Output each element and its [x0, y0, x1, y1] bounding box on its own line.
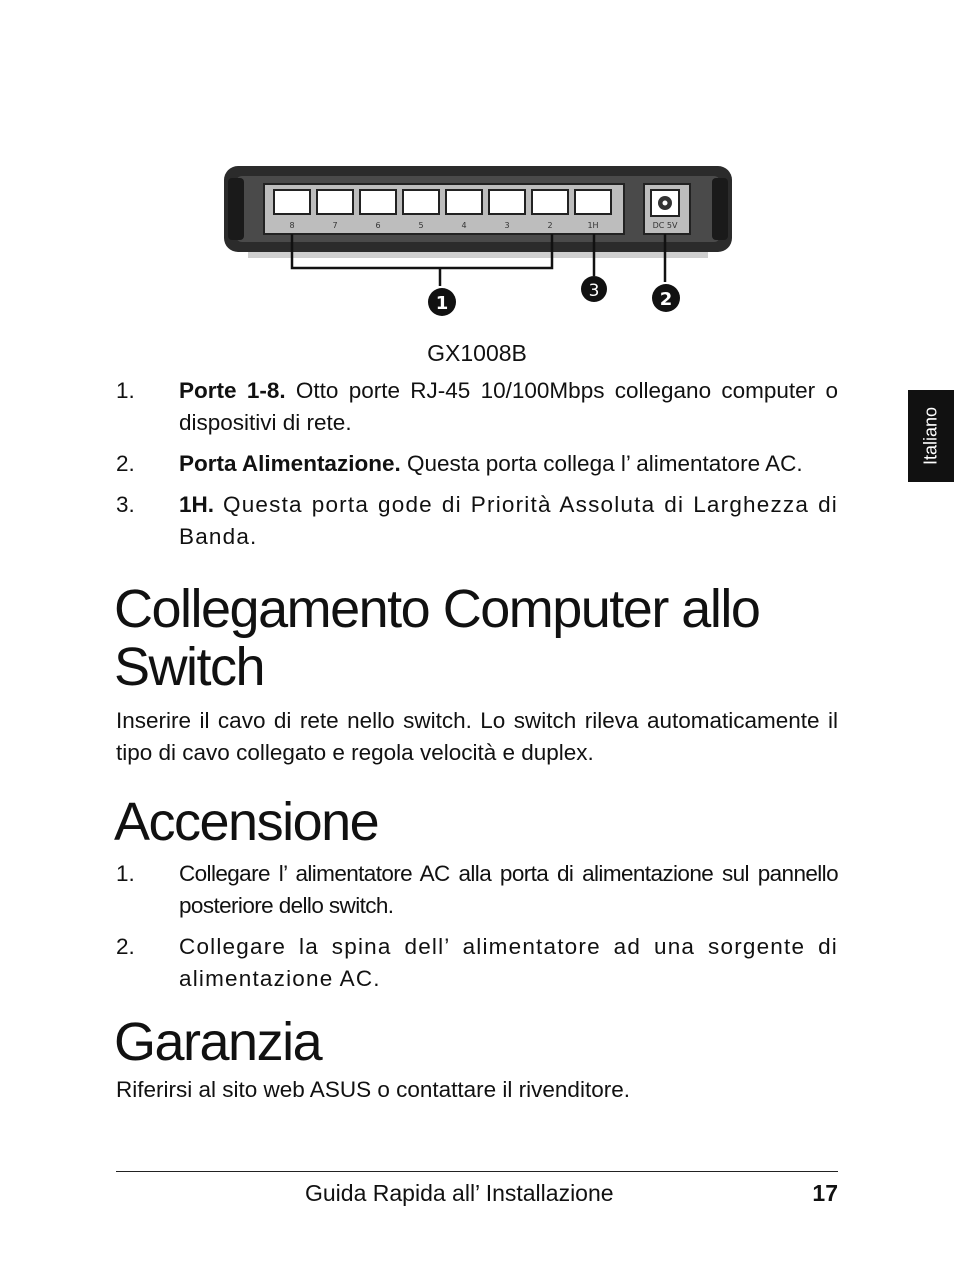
item-text: Collegare la spina dell’ alimentatore ad una sorgente di alimentazione AC. — [179, 934, 838, 991]
item-term: Porte 1-8. — [179, 378, 286, 403]
port-number: 6 — [375, 221, 381, 230]
port-number: 2 — [547, 221, 553, 230]
item-text: Collegare l’ alimentatore AC alla porta di alimentazione sul pannello posteriore dello switch. — [179, 861, 838, 918]
port-number: 5 — [418, 221, 424, 230]
list-number: 1. — [116, 378, 135, 403]
item-term: 1H. — [179, 492, 215, 517]
switch-back-panel-figure — [218, 158, 738, 326]
power-steps-list — [116, 858, 838, 1004]
footer-divider — [116, 1171, 838, 1172]
section-body-garanzia: Riferirsi al sito web ASUS o contattare il rivenditore. — [116, 1077, 630, 1102]
list-item — [116, 931, 838, 995]
callout-badge-3 — [581, 276, 607, 302]
item-text: Questa porta gode di Priorità Assoluta di Larghezza di Banda. — [179, 492, 838, 549]
port-number: 7 — [332, 221, 338, 230]
port-number: 1H — [587, 221, 599, 230]
page-number: 17 — [812, 1180, 838, 1206]
port-number: 3 — [504, 221, 510, 230]
list-number: 1. — [116, 861, 135, 886]
list-item — [116, 858, 838, 922]
callout-badge-1 — [428, 288, 456, 316]
list-number: 2. — [116, 451, 135, 476]
port-number: 8 — [289, 221, 295, 230]
item-term: Porta Alimentazione. — [179, 451, 401, 476]
list-number: 2. — [116, 934, 135, 959]
list-number: 3. — [116, 492, 135, 517]
svg-text:1: 1 — [435, 293, 449, 314]
list-item — [116, 375, 838, 439]
language-tab-label: Italiano — [920, 406, 941, 466]
list-item — [116, 489, 838, 553]
section-heading-collegamento: Collegamento Computer allo Switch — [114, 579, 760, 697]
section-heading-garanzia: Garanzia — [114, 1012, 322, 1072]
svg-text:3: 3 — [588, 281, 600, 301]
section-heading-accensione: Accensione — [114, 792, 379, 852]
item-text: Questa porta collega l’ alimentatore AC. — [400, 451, 803, 476]
figure-caption: GX1008B — [427, 340, 527, 366]
power-label: DC 5V — [652, 221, 678, 230]
list-item — [116, 448, 838, 480]
port-number: 4 — [461, 221, 467, 230]
ports-list — [116, 375, 838, 562]
footer-title: Guida Rapida all’ Installazione — [305, 1180, 614, 1206]
svg-text:2: 2 — [659, 289, 673, 310]
language-tab — [908, 390, 954, 482]
section-body-collegamento: Inserire il cavo di rete nello switch. Lo switch rileva automaticamente il tipo di cavo collegato e regola velocità e duplex. — [116, 708, 838, 765]
item-text: Otto porte RJ-45 10/100Mbps collegano computer o dispositivi di rete. — [179, 378, 838, 435]
callout-badge-2 — [652, 284, 680, 312]
